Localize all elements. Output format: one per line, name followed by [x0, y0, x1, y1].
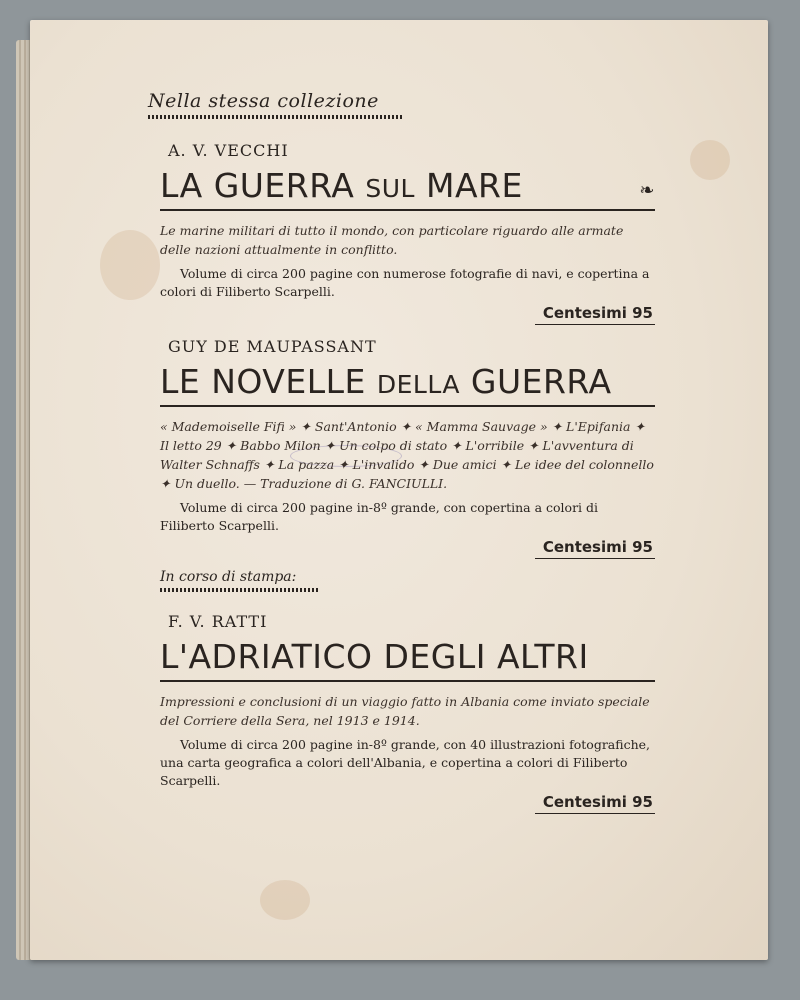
book-title [160, 166, 655, 211]
book-title-text: L'ADRIATICO DEGLI ALTRI [160, 637, 589, 676]
book-details: Volume di circa 200 pagine con numerose fotografie di navi, e copertina a colori di Filiberto Scarpelli. [160, 266, 650, 299]
leaf-ornament-icon: ❧ [639, 180, 655, 201]
age-spot [100, 230, 160, 300]
book-title [160, 362, 655, 407]
book-author: GUY DE MAUPASSANT [168, 337, 377, 356]
book-price: Centesimi 95 [535, 793, 655, 814]
book-description: Impressioni e conclusioni di un viaggio fatto in Albania come inviato speciale del Corriere della Sera, nel 1913 e 1914. [160, 694, 650, 728]
in-print-heading: In corso di stampa: [160, 569, 297, 585]
book-author: F. V. RATTI [168, 612, 268, 631]
book-price: Centesimi 95 [535, 538, 655, 559]
book-description: Le marine militari di tutto il mondo, con particolare riguardo alle armate delle nazioni attualmente in conflitto. [160, 223, 624, 257]
age-spot [690, 140, 730, 180]
book-details: Volume di circa 200 pagine in-8º grande, con copertina a colori di Filiberto Scarpelli. [160, 500, 599, 533]
advert-content [148, 90, 655, 814]
book-title-text: LE NOVELLE DELLA GUERRA [160, 362, 612, 401]
book-title [160, 637, 655, 682]
book-details: Volume di circa 200 pagine in-8º grande, con 40 illustrazioni fotografiche, una carta geografica a colori dell'Albania, e copertina a colori di Filiberto Scarpelli. [160, 737, 651, 788]
book-title-text: LA GUERRA SUL MARE [160, 166, 523, 205]
age-spot [260, 880, 310, 920]
book-price: Centesimi 95 [535, 304, 655, 325]
dotted-rule [148, 115, 403, 119]
book-description: « Mademoiselle Fifi » ✦ Sant'Antonio ✦ « Mamma Sauvage » ✦ L'Epifania ✦ Il letto 29 ✦ Babbo Milon ✦ Un colpo di stato ✦ L'orribile ✦ L'avventura di Walter Schnaffs ✦ La pazza ✦ L'invalido ✦ Due amici ✦ Le idee del colonnello ✦ Un duello. — Traduzione di G. FANCIULLI. [160, 419, 654, 491]
book-author: A. V. VECCHI [168, 141, 289, 160]
dotted-rule [160, 588, 320, 592]
collection-heading: Nella stessa collezione [148, 90, 379, 112]
